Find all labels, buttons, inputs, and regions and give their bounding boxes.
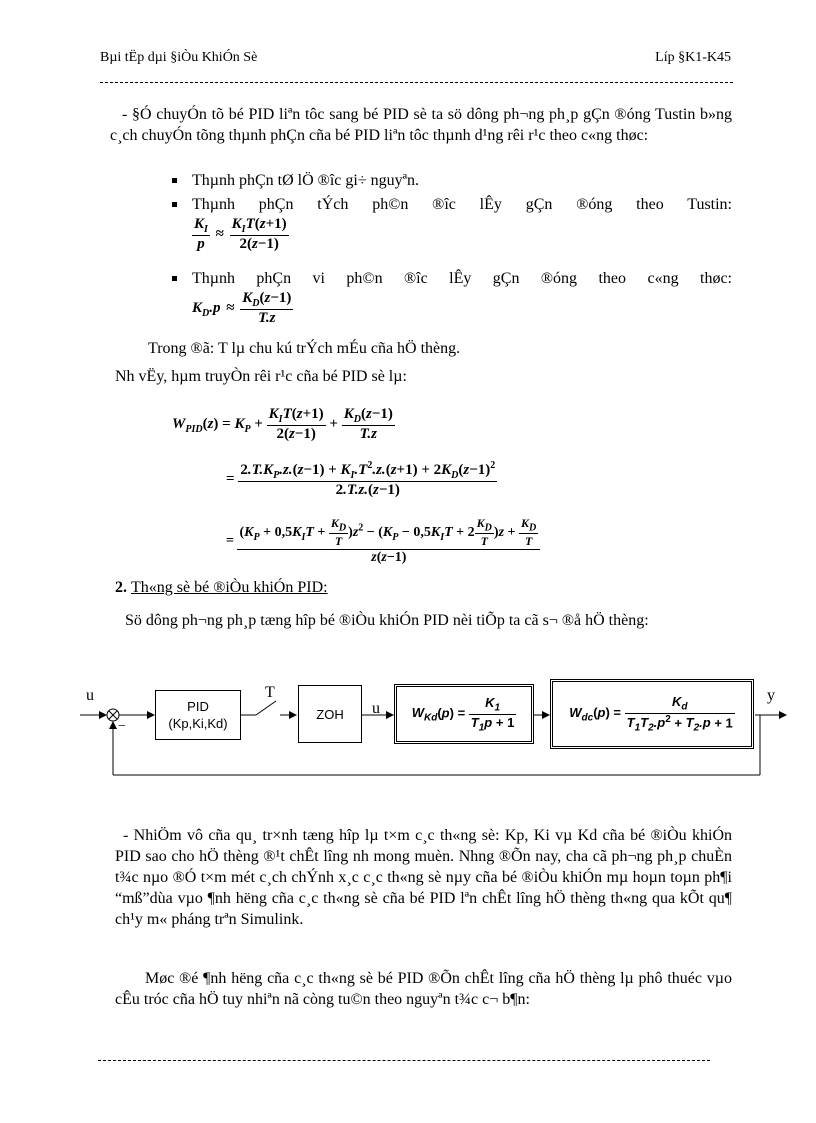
output-label: y [767,687,775,704]
pid-params: (Kp,Ki,Kd) [168,716,228,731]
pid-controller-block [155,690,241,740]
header-left: Bµi tËp dµi §iÒu KhiÓn Sè [100,50,258,65]
bullet-marker [172,276,177,281]
integral-approximation-formula: $\frac{K_I}{p}$ ≈ $\frac{K_IT(z+1)}{2(z-1)}$ [194,216,287,252]
bullet-derivative: Thµnh phÇn vi ph©n ®îc lÊy gÇn ®óng theo c«ng thøc: [192,270,732,287]
footer-divider [98,1060,710,1061]
section-title: Th«ng sè bé ®iÒu khiÓn PID: [131,579,328,596]
sampling-period-label: T [265,684,275,701]
pid-title: PID [187,699,209,714]
pid-equation-line-3: = ($K_P + 0,5K_IT$ + $\frac{K_D}{T}$ )$z^2 - (K_P - 0,5K_IT + 2$ $\frac{K_D}{T}$ )z + $\frac{K_D}{T}$ z(z−1) [226,516,540,566]
section-number: 2. [115,579,127,596]
control-signal-label: u [372,700,380,717]
derivative-approximation-formula: $K_D.p$ ≈ $\frac{K_D(z-1)}{T.z}$ [192,290,292,326]
bullet-integral: Thµnh phÇn tÝch ph©n ®îc lÊy gÇn ®óng theo Tustin: [192,196,732,213]
discrete-transfer-intro: Nh vËy, hµm truyÒn rêi r¹c cña bé PID sè lµ: [115,368,407,385]
actuator-transfer-block: $W_{Kd}(p)$ = $\frac{K_1}{T_1p + 1}$ [394,684,534,744]
bullet-proportional: Thµnh phÇn tØ lÖ ®îc gi÷ nguyªn. [192,172,420,189]
sampling-period-note: Trong ®ã: T lµ chu kú trÝch mÉu cña hÖ thèng. [148,340,461,357]
bullet-marker [172,178,177,183]
pid-equation-line-1: $W_{PID}(z) = K_P$ + $\frac{K_IT(z+1)}{2(z-1)}$ + $\frac{K_D(z-1)}{T.z}$ [172,406,393,442]
header-divider [100,82,733,83]
minus-sign: − [118,719,126,734]
tuning-task-paragraph: - NhiÖm vô cña qu¸ tr×nh tæng hîp lµ t×m c¸c th«ng sè: Kp, Ki vµ Kd cña bé ®iÒu khiÓn PID sao cho hÖ thèng ®¹t chÊt lîng nh mong muèn. Nhng ®Õn nay, cha cã ph¬ng ph¸p chuÈn t¾c nµo ®Ó t×m mét c¸ch chÝnh x¸c c¸c th«ng sè nµy cña bé ®iÒu khiÓn mµ hoµn toµn ph¶i “mß”dùa vµo ¶nh hëng cña c¸c th«ng sè cña bé PID lªn chÊt lîng hÖ thèng th«ng qua kÕt qu¶ ch¹y m« pháng trªn Simulink. [115,827,732,928]
motor-transfer-block: $W_{dc}(p)$ = $\frac{K_d}{T_1T_2.p^2 + T_2.p + 1}$ [550,679,754,749]
tuning-effect-paragraph: Møc ®é ¶nh hëng cña c¸c th«ng sè bé PID ®Õn chÊt lîng cña hÖ thèng lµ phô thuéc vµo cÊu tróc cña hÖ tuy nhiªn nã còng tu©n theo nguyªn t¾c c¬ b¶n: [115,970,732,1008]
zoh-block [298,685,362,743]
sampler-switch [256,701,276,715]
bullet-marker [172,202,177,207]
section-heading [115,577,732,598]
pid-equation-line-2: = $\frac{2.T.K_P.z.(z-1) + K_I.T^2.z.(z+1) + 2K_D(z-1)^2}{2.T.z.(z-1)}$ [226,460,496,498]
zoh-label: ZOH [316,706,344,722]
header-right: Líp §K1-K45 [655,50,731,65]
intro-paragraph: - §Ó chuyÓn tõ bé PID liªn tôc sang bé PID sè ta sö dông ph¬ng ph¸p gÇn ®óng Tustin b»ng c¸ch chuyÓn tõng thµnh phÇn cña bé PID liªn tôc thµnh d¹ng rêi r¹c theo c«ng thøc: [110,106,732,144]
input-label: u [86,687,94,704]
diagram-intro-paragraph: Sö dông ph¬ng ph¸p tæng hîp bé ®iÒu khiÓn PID nèi tiÕp ta cã s¬ ®å hÖ thèng: [125,612,649,629]
